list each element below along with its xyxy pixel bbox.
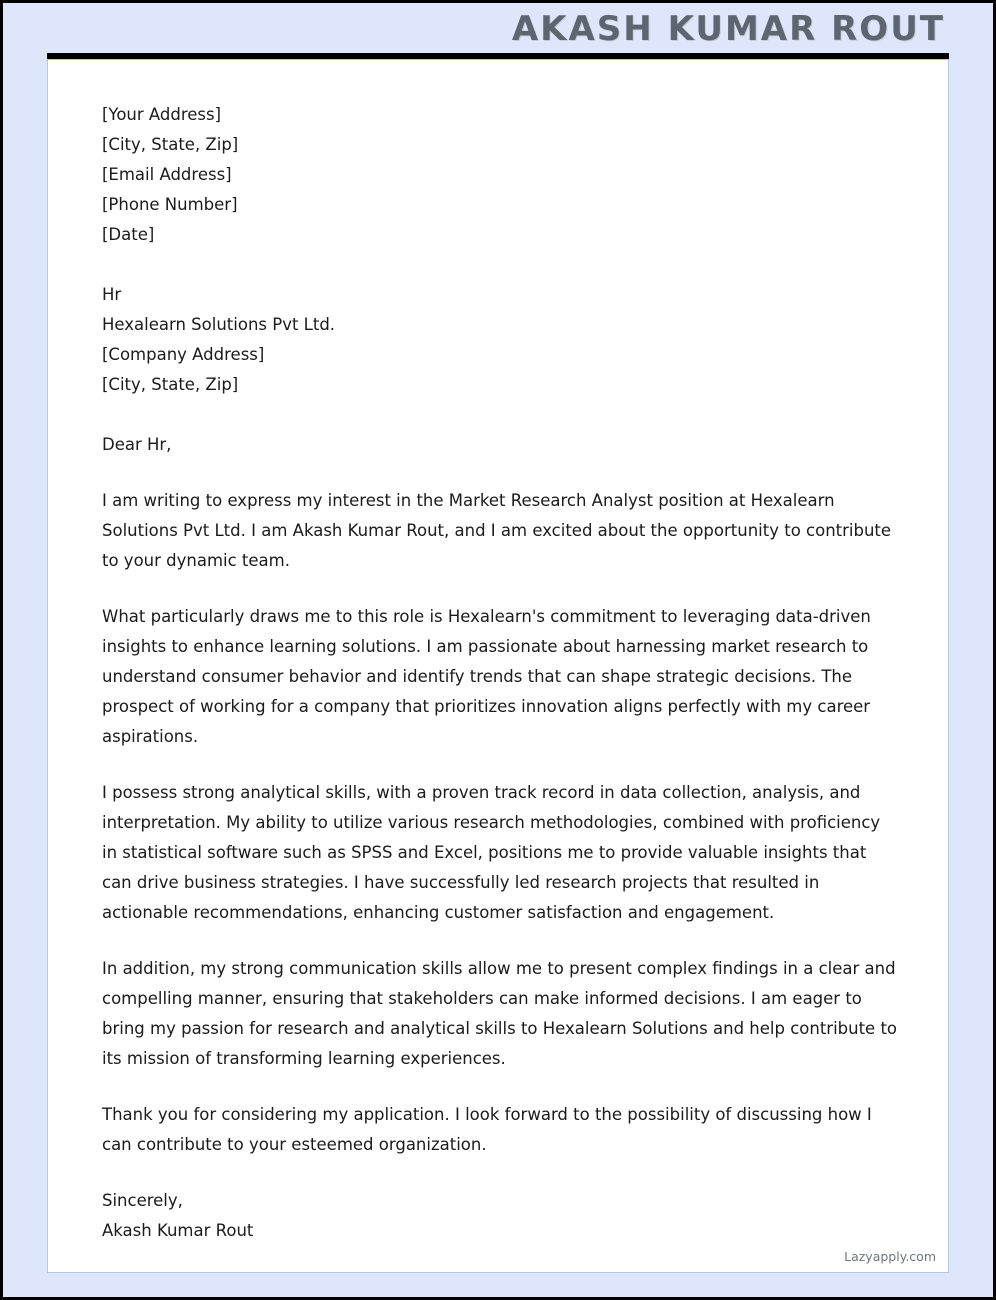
sender-address-block	[102, 100, 900, 250]
body-paragraph-3: I possess strong analytical skills, with a proven track record in data collection, analysis, and interpretation. My ability to utilize various research methodologies, combined with proficiency in statistical software such as SPSS and Excel, positions me to provide valuable insights that can drive business strategies. I have successfully led research projects that resulted in actionable recommendations, enhancing customer satisfaction and engagement.	[102, 783, 881, 922]
sender-address-line: [City, State, Zip]	[102, 135, 239, 154]
letter-body	[47, 59, 949, 1273]
page-title: AKASH KUMAR ROUT	[511, 9, 945, 49]
body-paragraph-2: What particularly draws me to this role is Hexalearn's commitment to leveraging data-driven insights to enhance learning solutions. I am passionate about harnessing market research to understand consumer behavior and identify trends that can shape strategic decisions. The prospect of working for a company that prioritizes innovation aligns perfectly with my career aspirations.	[102, 607, 871, 746]
salutation-text: Dear Hr,	[102, 435, 172, 454]
recipient-address-line: [Company Address]	[102, 345, 265, 364]
recipient-address-line: [City, State, Zip]	[102, 375, 239, 394]
recipient-address-line: Hexalearn Solutions Pvt Ltd.	[102, 315, 336, 334]
closing-text: Sincerely,	[102, 1191, 183, 1210]
document-header	[3, 3, 993, 55]
signature-name: Akash Kumar Rout	[102, 1221, 254, 1240]
salutation	[102, 430, 900, 460]
body-paragraph-1: I am writing to express my interest in the Market Research Analyst position at Hexalearn Solutions Pvt Ltd. I am Akash Kumar Rout, and I am excited about the opportunity to contribute to your dynamic team.	[102, 491, 892, 570]
sender-address-line: [Email Address]	[102, 165, 232, 184]
closing-block	[102, 1186, 900, 1246]
sender-address-line: [Your Address]	[102, 105, 222, 124]
body-paragraph-4: In addition, my strong communication skills allow me to present complex findings in a clear and compelling manner, ensuring that stakeholders can make informed decisions. I am eager to bring my passion for research and analytical skills to Hexalearn Solutions and help contribute to its mission of transforming learning experiences.	[102, 959, 898, 1068]
sender-address-line: [Date]	[102, 225, 155, 244]
body-paragraph-5: Thank you for considering my application. I look forward to the possibility of discussing how I can contribute to your esteemed organization.	[102, 1105, 872, 1154]
sender-address-line: [Phone Number]	[102, 195, 238, 214]
recipient-address-line: Hr	[102, 285, 122, 304]
recipient-address-block	[102, 280, 900, 400]
watermark: Lazyapply.com	[844, 1249, 936, 1264]
